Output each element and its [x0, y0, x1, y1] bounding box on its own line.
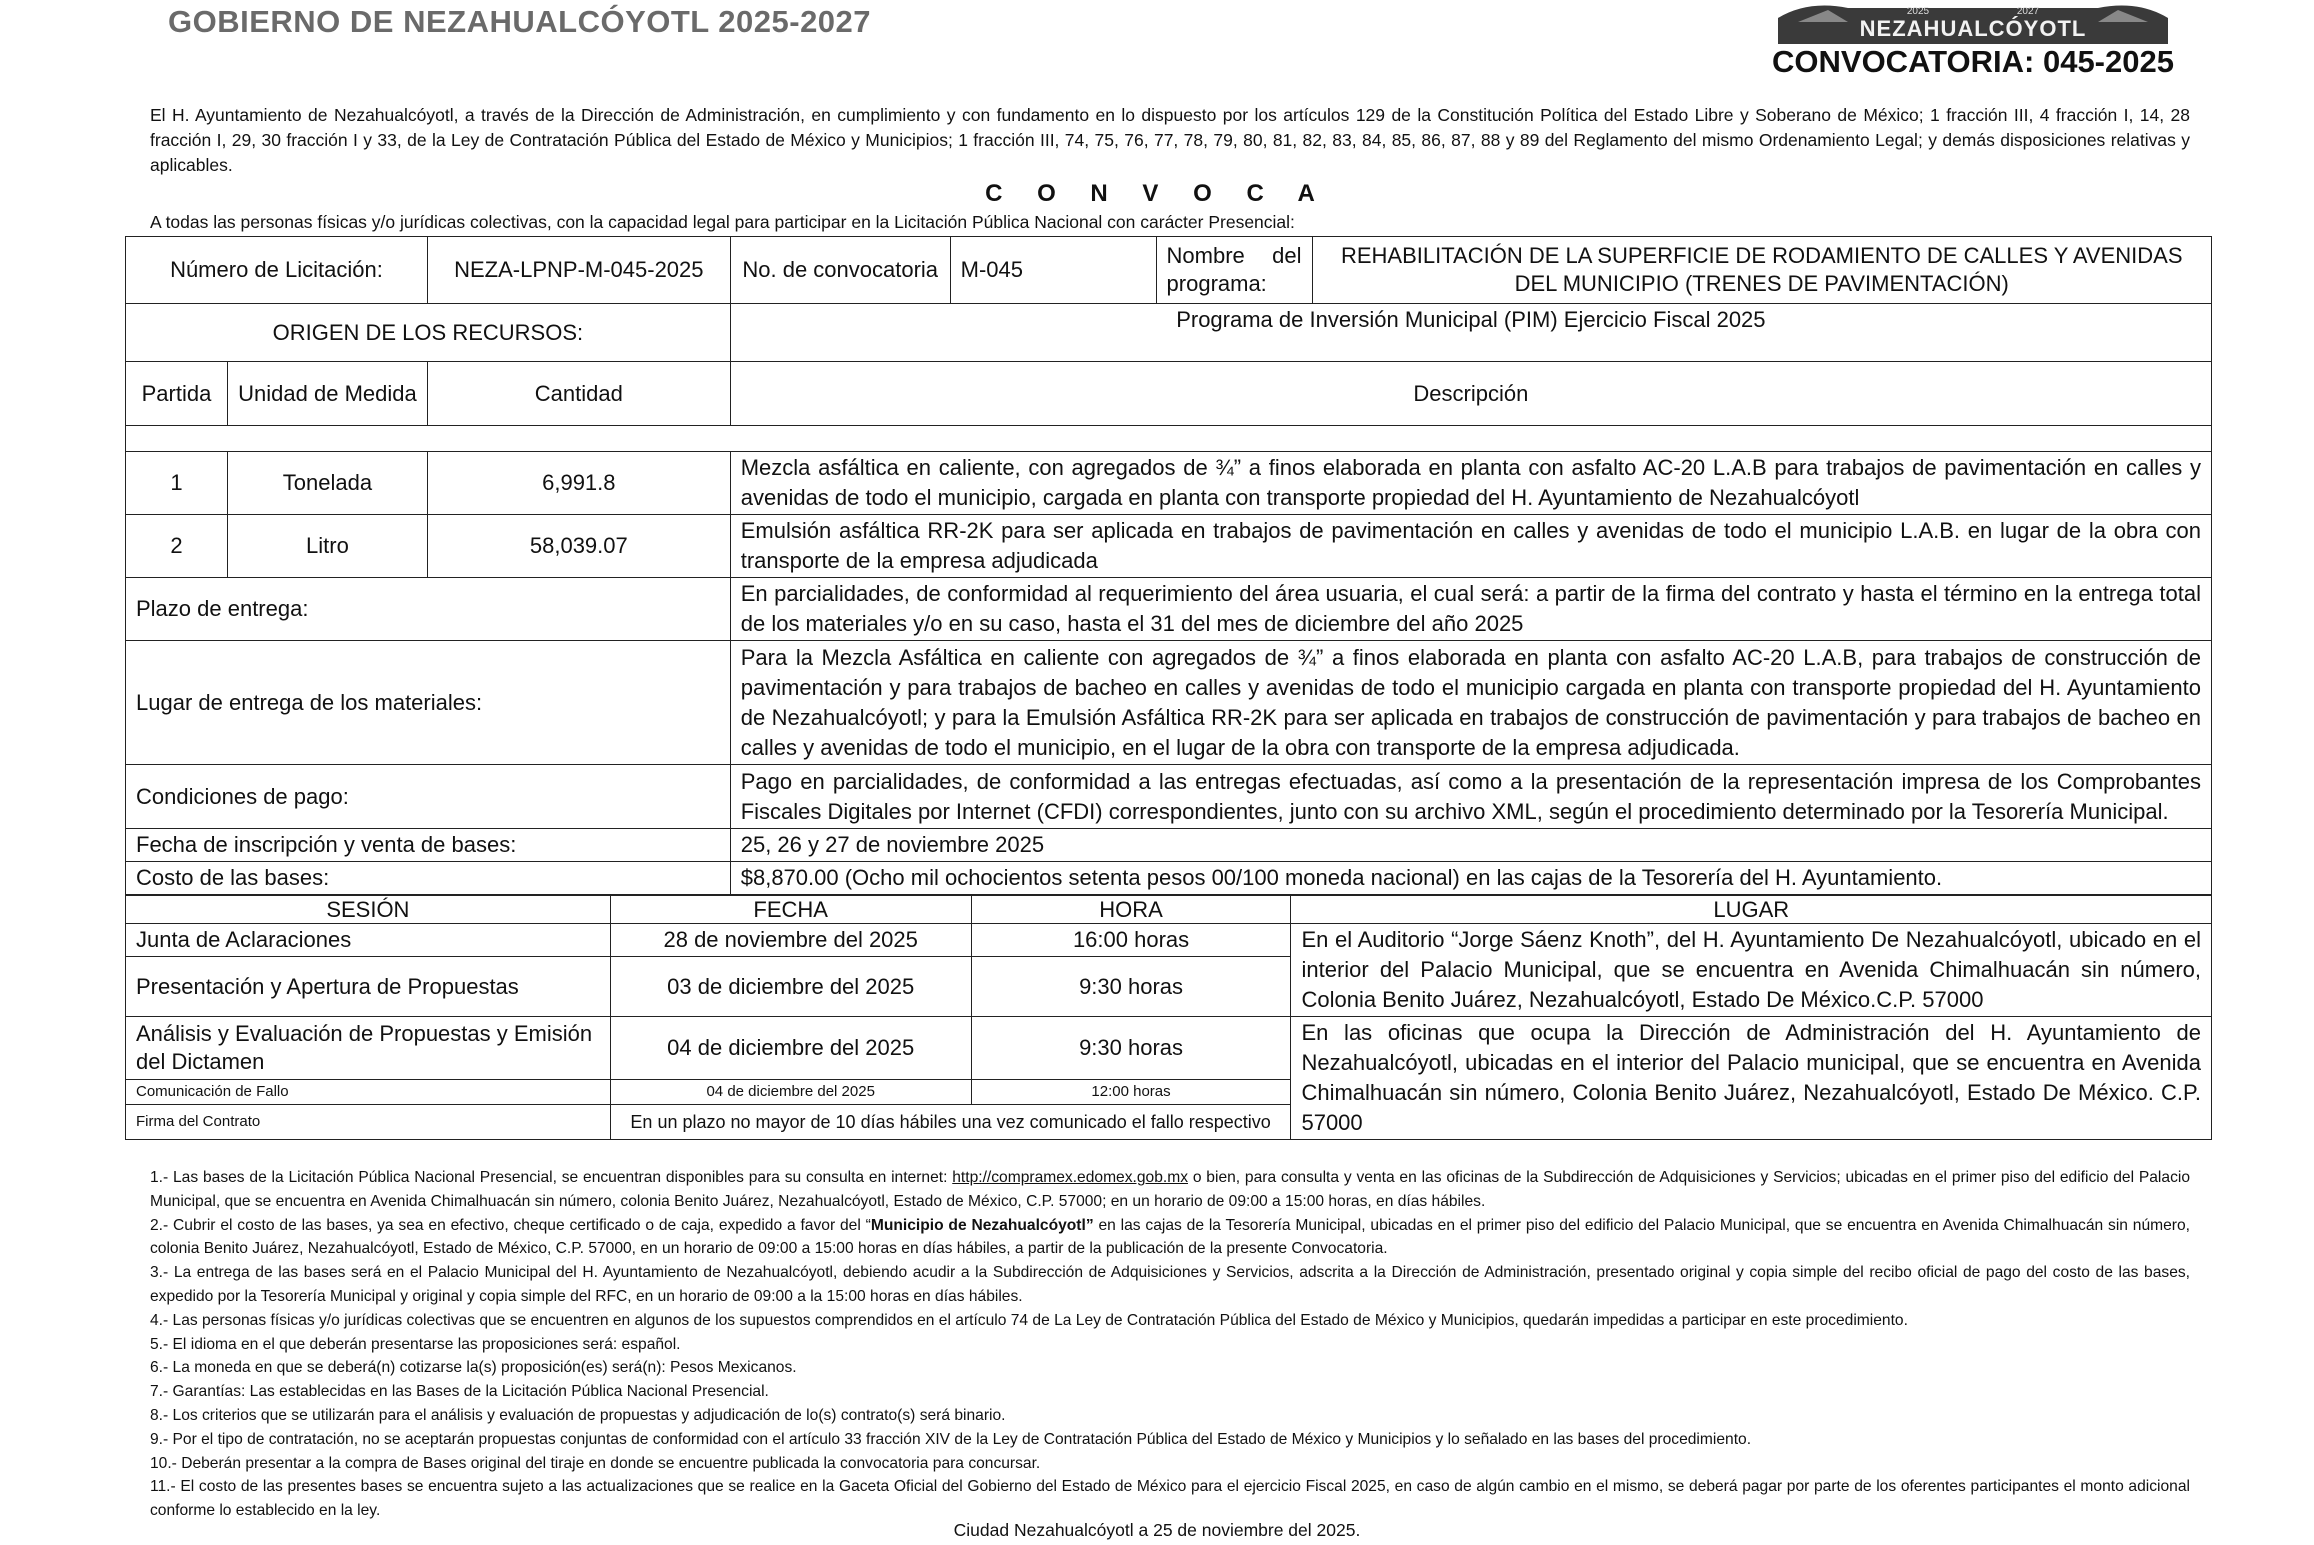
nombre-programa-label: Nombre del programa: — [1156, 237, 1312, 304]
col-fecha: FECHA — [610, 896, 971, 924]
item-unidad: Tonelada — [227, 452, 427, 515]
note-2-bold: Municipio de Nezahualcóyotl” — [870, 1216, 1094, 1234]
costo-label: Costo de las bases: — [126, 862, 731, 895]
sesion-hora: 16:00 horas — [971, 924, 1291, 957]
firma-label: Firma del Contrato — [126, 1105, 611, 1140]
sesion-hora: 12:00 horas — [971, 1080, 1291, 1105]
sesion-fecha: 04 de diciembre del 2025 — [610, 1017, 971, 1080]
col-partida: Partida — [126, 362, 228, 426]
lugar-auditorio: En el Auditorio “Jorge Sáenz Knoth”, del H. Ayuntamiento De Nezahualcóyotl, ubicado en el interior del Palacio Municipal, que se encuentra en Avenida Chimalhuacán sin número, Colonia Benito Juárez, Nezahualcóyotl, Estado De México.C.P. 57000 — [1291, 924, 2212, 1017]
licitacion-table — [125, 236, 2212, 895]
note-1 — [150, 1166, 2190, 1214]
note-7: 7.- Garantías: Las establecidas en las Bases de la Licitación Pública Nacional Presencial. — [150, 1383, 769, 1401]
origen-value: Programa de Inversión Municipal (PIM) Ejercicio Fiscal 2025 — [730, 304, 2211, 362]
logo-text: NEZAHUALCÓYOTL — [1859, 16, 2087, 41]
convoca-heading: C O N V O C A — [985, 180, 1329, 207]
note-8: 8.- Los criterios que se utilizarán para el análisis y evaluación de propuestas y adjudicación de lo(s) contrato(s) será binario. — [150, 1406, 1006, 1424]
fecha-inscripcion-value: 25, 26 y 27 de noviembre 2025 — [730, 829, 2211, 862]
notes — [150, 1166, 2190, 1523]
logo-year-left: 2025 — [1906, 6, 1930, 17]
item-cantidad: 58,039.07 — [427, 515, 730, 578]
item-unidad: Litro — [227, 515, 427, 578]
col-unidad: Unidad de Medida — [227, 362, 427, 426]
note-11: 11.- El costo de las presentes bases se encuentra sujeto a las actualizaciones que se realice en la Gaceta Oficial del Gobierno del Estado de México para el ejercicio Fiscal 2025, en caso de algún cambio en el mismo, se deberá pagar por parte de los oferentes participantes el monto adicional conforme lo establecido en la ley. — [150, 1478, 2190, 1520]
note-9: 9.- Por el tipo de contratación, no se aceptarán propuestas conjuntas de conformidad con el artículo 33 fracción XIV de la Ley de Contratación Pública del Estado de México y Municipios y lo señalado en las bases del procedimiento. — [150, 1430, 1752, 1448]
fecha-inscripcion-label: Fecha de inscripción y venta de bases: — [126, 829, 731, 862]
plazo-label: Plazo de entrega: — [126, 578, 731, 641]
num-licitacion-label: Número de Licitación: — [126, 237, 428, 304]
intro-paragraph: El H. Ayuntamiento de Nezahualcóyotl, a través de la Dirección de Administración, en cumplimiento y con fundamento en lo dispuesto por los artículos 129 de la Constitución Política del Estado Libre y Soberano de México; 1 fracción III, 4 fracción I, 14, 28 fracción I, 29, 30 fracción I y 33, de la Ley de Contratación Pública del Estado de México y Municipios; 1 fracción III, 74, 75, 76, 77, 78, 79, 80, 81, 82, 83, 84, 85, 86, 87, 88 y 89 del Reglamento del mismo Ordenamiento Legal; y demás disposiciones relativas y aplicables. — [150, 105, 2190, 175]
lugar-oficinas: En las oficinas que ocupa la Dirección de Administración del H. Ayuntamiento de Nezahualcóyotl, ubicadas en el interior del Palacio municipal, que se encuentra en Avenida Chimalhuacán sin número, Colonia Benito Juárez, Nezahualcóyotl, Estado De México. C.P. 57000 — [1291, 1017, 2212, 1140]
sesion-name: Presentación y Apertura de Propuestas — [126, 957, 611, 1017]
sesion-fecha: 03 de diciembre del 2025 — [610, 957, 971, 1017]
item-partida: 2 — [126, 515, 228, 578]
sesion-hora: 9:30 horas — [971, 1017, 1291, 1080]
sesion-name: Análisis y Evaluación de Propuestas y Emisión del Dictamen — [126, 1017, 611, 1080]
note-6: 6.- La moneda en que se deberá(n) cotizarse la(s) proposición(es) será(n): Pesos Mexicanos. — [150, 1359, 797, 1377]
footer-place-date: Ciudad Nezahualcóyotl a 25 de noviembre del 2025. — [953, 1520, 1361, 1540]
col-lugar: LUGAR — [1291, 896, 2212, 924]
note-5: 5.- El idioma en el que deberán presentarse las proposiciones será: español. — [150, 1335, 681, 1353]
sesion-fecha: 28 de noviembre del 2025 — [610, 924, 971, 957]
col-hora: HORA — [971, 896, 1291, 924]
logo-year-right: 2027 — [2016, 6, 2040, 17]
item-cantidad: 6,991.8 — [427, 452, 730, 515]
plazo-value: En parcialidades, de conformidad al requerimiento del área usuaria, el cual será: a partir de la firma del contrato y hasta el término en la entrega total de los materiales y/o en su caso, hasta el 31 del mes de diciembre del año 2025 — [730, 578, 2211, 641]
lugar-entrega-value: Para la Mezcla Asfáltica en caliente con agregados de ¾” a finos elaborada en planta con asfalto AC-20 L.A.B, para trabajos de construcción de pavimentación y para trabajos de bacheo en calles y avenidas de todo el municipio cargada en planta con transporte propiedad del H. Ayuntamiento de Nezahualcóyotl; y para la Emulsión Asfáltica RR-2K para ser aplicada en trabajos de construcción de pavimentación y para trabajos de bacheo en calles y avenidas de todo el municipio, en el lugar de la obra con transporte de la empresa adjudicada. — [730, 641, 2211, 765]
sesion-name: Junta de Aclaraciones — [126, 924, 611, 957]
nombre-programa: REHABILITACIÓN DE LA SUPERFICIE DE RODAMIENTO DE CALLES Y AVENIDAS DEL MUNICIPIO (TRENES DE PAVIMENTACIÓN) — [1312, 237, 2212, 304]
sesion-hora: 9:30 horas — [971, 957, 1291, 1017]
lugar-entrega-label: Lugar de entrega de los materiales: — [126, 641, 731, 765]
item-partida: 1 — [126, 452, 228, 515]
item-descripcion: Emulsión asfáltica RR-2K para ser aplicada en trabajos de pavimentación en calles y avenidas de todo el municipio L.A.B. en lugar de la obra con transporte de la empresa adjudicada — [730, 515, 2211, 578]
costo-value: $8,870.00 (Ocho mil ochocientos setenta pesos 00/100 moneda nacional) en las cajas de la Tesorería del H. Ayuntamiento. — [730, 862, 2211, 895]
note-3: 3.- La entrega de las bases será en el Palacio Municipal del H. Ayuntamiento de Nezahualcóyotl, debiendo acudir a la Subdirección de Adquisiciones y Servicios, adscrita a la Dirección de Administración, presentado original y copia simple del recibo oficial de pago del costo de las bases, expedido por la Tesorería Municipal y original y copia simple del RFC, en un horario de 09:00 a la 15:00 horas en días hábiles. — [150, 1264, 2190, 1305]
government-header: GOBIERNO DE NEZAHUALCÓYOTL 2025-2027 — [168, 4, 872, 39]
note-2-text-b: en las cajas de la Tesorería Municipal, ubicadas en el primer piso del edificio del Palacio Municipal, que se encuentra en Avenida Chimalhuacán sin número, colonia Benito Juárez, Nezahualcóyotl, Estado de México, C.P. 57000, en un horario de 09:00 a 15:00 horas en días hábiles, a partir de la publicación de la presente Convocatoria. — [150, 1216, 2190, 1258]
spacer-row — [126, 426, 2212, 452]
no-convocatoria: M-045 — [950, 237, 1156, 304]
col-cantidad: Cantidad — [427, 362, 730, 426]
convoca-audience: A todas las personas físicas y/o jurídicas colectivas, con la capacidad legal para participar en la Licitación Pública Nacional con carácter Presencial: — [150, 212, 1295, 232]
note-10: 10.- Deberán presentar a la compra de Bases original del tiraje en donde se encuentre publicada la convocatoria para concursar. — [150, 1454, 1041, 1472]
note-4: 4.- Las personas físicas y/o jurídicas colectivas que se encuentren en algunos de los supuestos comprendidos en el artículo 74 de La Ley de Contratación Pública del Estado de México y Municipios, quedarán impedidas a participar en este procedimiento. — [150, 1311, 1908, 1329]
firma-value: En un plazo no mayor de 10 días hábiles una vez comunicado el fallo respectivo — [610, 1105, 1291, 1140]
nezahualcoyotl-logo — [1768, 0, 2178, 44]
col-descripcion: Descripción — [730, 362, 2211, 426]
no-convocatoria-label: No. de convocatoria — [730, 237, 950, 304]
condiciones-label: Condiciones de pago: — [126, 765, 731, 829]
origen-label: ORIGEN DE LOS RECURSOS: — [126, 304, 731, 362]
compramex-link[interactable]: http://compramex.edomex.gob.mx — [952, 1169, 1188, 1186]
sesiones-table — [125, 895, 2212, 1140]
convocatoria-number: CONVOCATORIA: 045-2025 — [1772, 44, 2174, 79]
note-1-text-a: 1.- Las bases de la Licitación Pública Nacional Presencial, se encuentran disponibles para su consulta en internet: — [150, 1169, 953, 1186]
note-2 — [150, 1214, 2190, 1262]
num-licitacion: NEZA-LPNP-M-045-2025 — [427, 237, 730, 304]
sesion-name: Comunicación de Fallo — [126, 1080, 611, 1105]
note-1-text-b: o bien, para consulta y venta en las oficinas de la Subdirección de Adquisiciones y Servicios; ubicadas en el primer piso del edificio del Palacio Municipal, que se encuentra en Avenida Chimalhuacán sin número, colonia Benito Juárez, Nezahualcóyotl, Estado de México, C.P. 57000; en un horario de 09:00 a 15:00 horas, en días hábiles. — [150, 1169, 2190, 1210]
note-2-text-a: 2.- Cubrir el costo de las bases, ya sea en efectivo, cheque certificado o de caja, expedido a favor del “ — [150, 1216, 871, 1234]
item-descripcion: Mezcla asfáltica en caliente, con agregados de ¾” a finos elaborada en planta con asfalto AC-20 L.A.B para trabajos de pavimentación en calles y avenidas de todo el municipio, cargada en planta con transporte propiedad del H. Ayuntamiento de Nezahualcóyotl — [730, 452, 2211, 515]
sesion-fecha: 04 de diciembre del 2025 — [610, 1080, 971, 1105]
condiciones-value: Pago en parcialidades, de conformidad a las entregas efectuadas, así como a la presentación de la representación impresa de los Comprobantes Fiscales Digitales por Internet (CFDI) correspondientes, junto con su archivo XML, según el procedimiento determinado por la Tesorería Municipal. — [730, 765, 2211, 829]
col-sesion: SESIÓN — [126, 896, 611, 924]
